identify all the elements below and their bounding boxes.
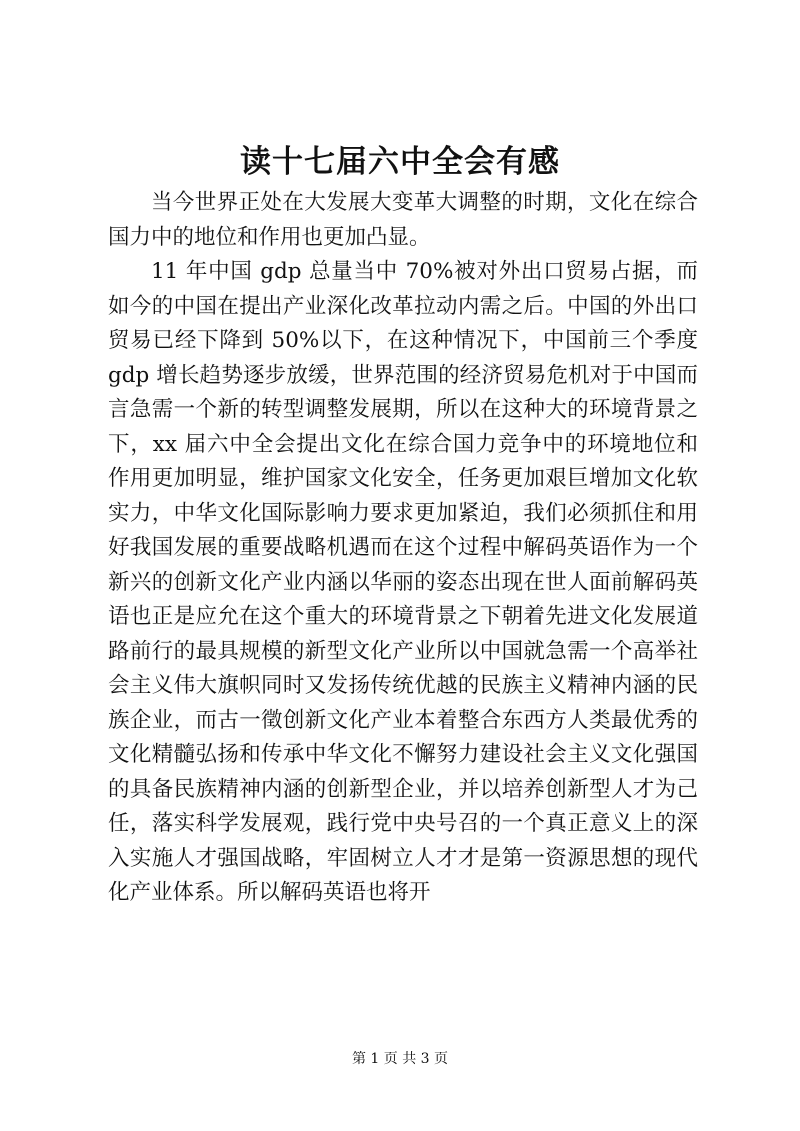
paragraph-main: 11 年中国 gdp 总量当中 70%被对外出口贸易占据，而如今的中国在提出产业深化改革拉动内需之后。中国的外出口贸易已经下降到 50%以下，在这种情况下，中国前三个季度 gdp 增长趋势逐步放缓，世界范围的经济贸易危机对于中国而言急需一个新的转型调整发展期，所以在这种大的环境背景之下，xx 届六中全会提出文化在综合国力竞争中的环境地位和作用更加明显，维护国家文化安全，任务更加艰巨增加文化软实力，中华文化国际影响力要求更加紧迫，我们必须抓住和用好我国发展的重要战略机遇而在这个过程中解码英语作为一个新兴的创新文化产业内涵以华丽的姿态出现在世人面前解码英语也正是应允在这个重大的环境背景之下朝着先进文化发展道路前行的最具规模的新型文化产业所以中国就急需一个高举社会主义伟大旗帜同时又发扬传统优越的民族主义精神内涵的民族企业，而古一徵创新文化产业本着整合东西方人类最优秀的文化精髓弘扬和传承中华文化不懈努力建设社会主义文化强国的具备民族精神内涵的创新型企业，并以培养创新型人才为己任，落实科学发展观，践行党中央号召的一个真正意义上的深入实施人才强国战略，牢固树立人才才是第一资源思想的现代化产业体系。所以解码英语也将开 [108, 259, 698, 905]
document-title: 读十七届六中全会有感 [240, 144, 560, 180]
page-number-footer: 第 1 页 共 3 页 [351, 1051, 449, 1067]
document-body [108, 186, 698, 911]
paragraph-intro: 当今世界正处在大发展大变革大调整的时期，文化在综合国力中的地位和作用也更加凸显。 [108, 190, 698, 250]
